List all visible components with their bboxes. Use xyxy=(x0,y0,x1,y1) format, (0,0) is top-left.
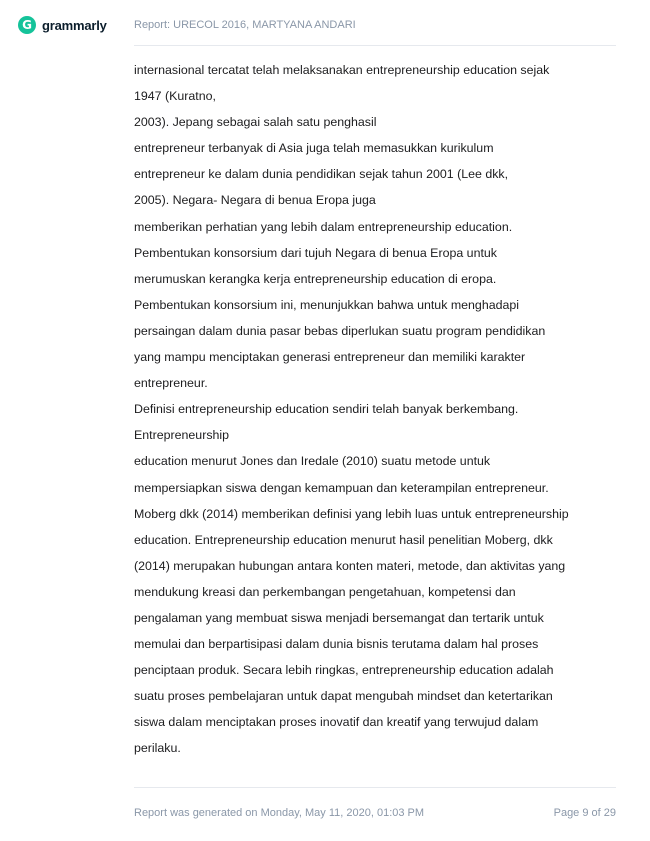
text-line: suatu proses pembelajaran untuk dapat mengubah mindset dan ketertarikan xyxy=(134,689,553,704)
text-line: yang mampu menciptakan generasi entrepreneur dan memiliki karakter xyxy=(134,350,526,365)
text-line: Definisi entrepreneurship education sendiri telah banyak berkembang. xyxy=(134,402,519,417)
text-line: mempersiapkan siswa dengan kemampuan dan keterampilan entrepreneur. xyxy=(134,480,549,495)
text-line: 2005). Negara- Negara di benua Eropa juga xyxy=(134,193,376,208)
text-line: mendukung kreasi dan perkembangan pengetahuan, kompetensi dan xyxy=(134,584,516,599)
text-line: education menurut Jones dan Iredale (2010) suatu metode untuk xyxy=(134,454,491,469)
text-line: (2014) merupakan hubungan antara konten materi, metode, dan aktivitas yang xyxy=(134,558,566,573)
report-title: Report: URECOL 2016, MARTYANA ANDARI xyxy=(134,19,356,31)
text-line: 2003). Jepang sebagai salah satu penghasil xyxy=(134,115,377,130)
text-line: 1947 (Kuratno, xyxy=(134,89,216,104)
footer-divider xyxy=(134,787,616,788)
document-body xyxy=(134,57,616,762)
text-line: memberikan perhatian yang lebih dalam entrepreneurship education. xyxy=(134,219,513,234)
text-line: penciptaan produk. Secara lebih ringkas, entrepreneurship education adalah xyxy=(134,663,554,678)
text-line: entrepreneur terbanyak di Asia juga telah memasukkan kurikulum xyxy=(134,141,494,156)
logo-text: grammarly xyxy=(42,17,107,33)
page-number: Page 9 of 29 xyxy=(553,807,616,819)
text-line: Moberg dkk (2014) memberikan definisi yang lebih luas untuk entrepreneurship xyxy=(134,506,569,521)
header-divider xyxy=(134,45,616,46)
text-line: internasional tercatat telah melaksanakan entrepreneurship education sejak xyxy=(134,63,550,77)
grammarly-icon: G xyxy=(18,16,36,34)
generated-date: Report was generated on Monday, May 11, 2020, 01:03 PM xyxy=(134,807,425,819)
text-line: merumuskan kerangka kerja entrepreneurship education di eropa. xyxy=(134,271,497,286)
text-line: Pembentukan konsorsium ini, menunjukkan bahwa untuk menghadapi xyxy=(134,297,520,312)
text-line: memulai dan berpartisipasi dalam dunia bisnis terutama dalam hal proses xyxy=(134,637,539,652)
text-line: entrepreneur. xyxy=(134,376,208,391)
text-line: persaingan dalam dunia pasar bebas diperlukan suatu program pendidikan xyxy=(134,323,546,338)
text-line: perilaku. xyxy=(134,741,181,756)
text-line: education. Entrepreneurship education menurut hasil penelitian Moberg, dkk xyxy=(134,532,553,547)
text-line: entrepreneur ke dalam dunia pendidikan sejak tahun 2001 (Lee dkk, xyxy=(134,167,509,182)
report-header xyxy=(0,0,650,46)
text-line: Pembentukan konsorsium dari tujuh Negara di benua Eropa untuk xyxy=(134,245,497,260)
grammarly-logo xyxy=(18,16,107,34)
text-line: Entrepreneurship xyxy=(134,428,230,443)
text-line: siswa dalam menciptakan proses inovatif dan kreatif yang terwujud dalam xyxy=(134,715,539,730)
text-line: pengalaman yang membuat siswa menjadi bersemangat dan tertarik untuk xyxy=(134,610,544,625)
